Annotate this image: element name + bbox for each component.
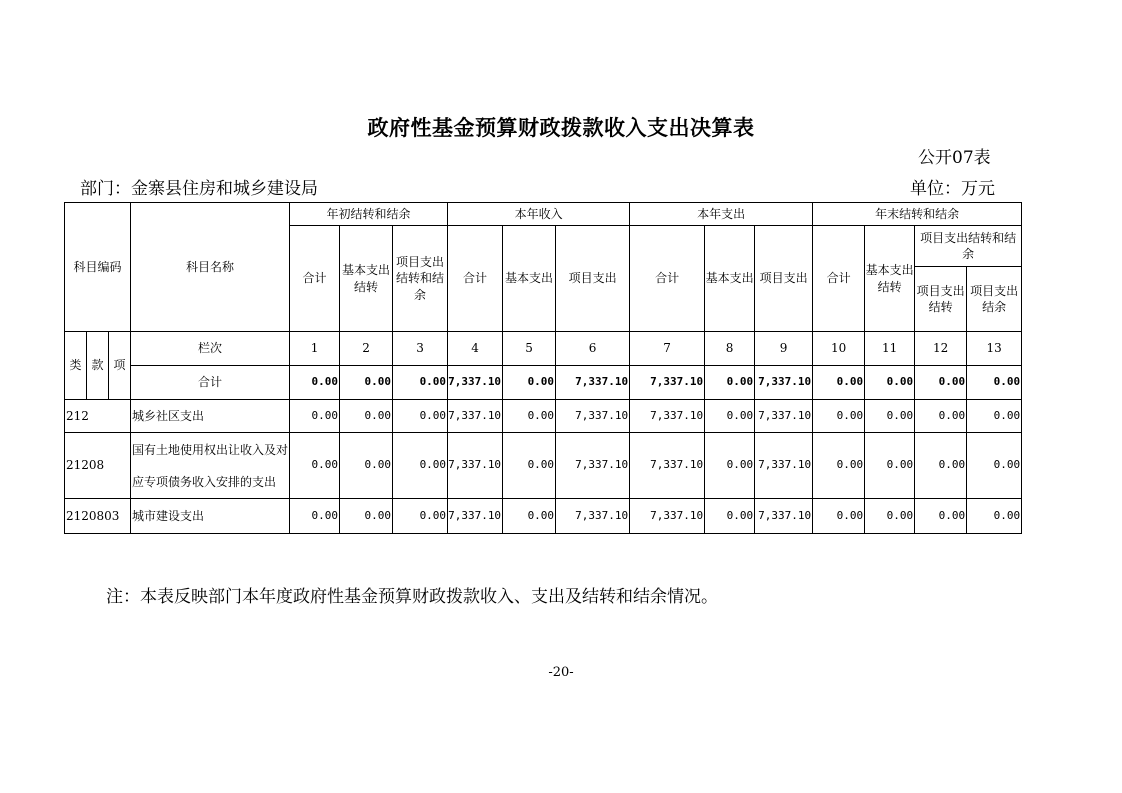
col-no: 2	[340, 332, 393, 366]
row-cell: 0.00	[340, 433, 393, 499]
row-cell: 0.00	[340, 499, 393, 534]
row-cell: 0.00	[290, 400, 340, 433]
row-cell: 0.00	[915, 499, 967, 534]
row-cell: 0.00	[503, 433, 556, 499]
row-cell: 0.00	[813, 499, 865, 534]
total-cell: 0.00	[813, 366, 865, 400]
row-cell: 0.00	[705, 433, 755, 499]
total-cell: 0.00	[393, 366, 448, 400]
row-cell: 0.00	[393, 400, 448, 433]
footnote: 注：本表反映部门本年度政府性基金预算财政拨款收入、支出及结转和结余情况。	[106, 587, 718, 607]
total-cell: 7,337.10	[556, 366, 630, 400]
col-no: 3	[393, 332, 448, 366]
col-no: 10	[813, 332, 865, 366]
header-project-income: 项目支出	[556, 226, 630, 332]
header-project-expense: 项目支出	[755, 226, 813, 332]
row-cell: 7,337.10	[755, 400, 813, 433]
row-cell: 7,337.10	[556, 400, 630, 433]
header-subject-code: 科目编码	[65, 203, 131, 332]
row-name: 城市建设支出	[131, 499, 290, 534]
total-cell: 0.00	[915, 366, 967, 400]
row-cell: 0.00	[705, 400, 755, 433]
row-name: 国有土地使用权出让收入及对 应专项债务收入安排的支出	[131, 433, 290, 499]
header-group-income: 本年收入	[448, 203, 630, 226]
header-group-begin: 年初结转和结余	[290, 203, 448, 226]
row-cell: 7,337.10	[630, 499, 705, 534]
header-total-begin: 合计	[290, 226, 340, 332]
row-cell: 0.00	[865, 433, 915, 499]
header-group-end: 年末结转和结余	[813, 203, 1022, 226]
header-total-expense: 合计	[630, 226, 705, 332]
col-no: 5	[503, 332, 556, 366]
row-cell: 7,337.10	[448, 433, 503, 499]
header-subject-name: 科目名称	[131, 203, 290, 332]
header-project-surplus-end: 项目支出结余	[967, 267, 1022, 332]
row-cell: 0.00	[503, 499, 556, 534]
row-cell: 0.00	[865, 400, 915, 433]
header-basic-carry-end: 基本支出结转	[865, 226, 915, 332]
row-cell: 7,337.10	[630, 433, 705, 499]
total-cell: 7,337.10	[630, 366, 705, 400]
table-row	[65, 499, 1022, 534]
header-total-income: 合计	[448, 226, 503, 332]
row-cell: 0.00	[705, 499, 755, 534]
col-no: 4	[448, 332, 503, 366]
total-cell: 0.00	[340, 366, 393, 400]
header-project-carry: 项目支出结转和结余	[393, 226, 448, 332]
page-number: -20-	[548, 665, 574, 680]
row-cell: 7,337.10	[630, 400, 705, 433]
total-cell: 0.00	[705, 366, 755, 400]
row-cell: 0.00	[503, 400, 556, 433]
row-cell: 0.00	[393, 499, 448, 534]
total-cell: 0.00	[865, 366, 915, 400]
row-cell: 7,337.10	[755, 499, 813, 534]
header-group-expense: 本年支出	[630, 203, 813, 226]
row-cell: 7,337.10	[556, 499, 630, 534]
row-cell: 0.00	[967, 433, 1022, 499]
row-code: 21208	[65, 433, 131, 499]
row-cell: 0.00	[813, 433, 865, 499]
col-no: 1	[290, 332, 340, 366]
row-cell: 0.00	[915, 400, 967, 433]
total-cell: 0.00	[290, 366, 340, 400]
col-no: 11	[865, 332, 915, 366]
table-row	[65, 400, 1022, 433]
report-title: 政府性基金预算财政拨款收入支出决算表	[367, 115, 755, 140]
row-cell: 7,337.10	[448, 400, 503, 433]
header-basic-carry: 基本支出结转	[340, 226, 393, 332]
column-index-label: 栏次	[131, 332, 290, 366]
header-lei: 类	[65, 332, 87, 400]
row-cell: 7,337.10	[448, 499, 503, 534]
col-no: 7	[630, 332, 705, 366]
total-cell: 7,337.10	[755, 366, 813, 400]
total-cell: 0.00	[503, 366, 556, 400]
col-no: 13	[967, 332, 1022, 366]
total-cell: 0.00	[967, 366, 1022, 400]
row-cell: 0.00	[813, 400, 865, 433]
header-project-group-end: 项目支出结转和结余	[915, 226, 1022, 267]
header-kuan: 款	[87, 332, 109, 400]
col-no: 6	[556, 332, 630, 366]
header-project-carry-end: 项目支出结转	[915, 267, 967, 332]
header-basic-expense: 基本支出	[705, 226, 755, 332]
col-no: 12	[915, 332, 967, 366]
total-row-label: 合计	[131, 366, 290, 400]
row-cell: 0.00	[967, 499, 1022, 534]
row-cell: 0.00	[393, 433, 448, 499]
row-cell: 7,337.10	[755, 433, 813, 499]
form-number: 公开07表	[918, 148, 991, 168]
col-no: 9	[755, 332, 813, 366]
row-cell: 7,337.10	[556, 433, 630, 499]
table-row	[65, 433, 1022, 499]
row-code: 2120803	[65, 499, 131, 534]
department-label: 部门：金寨县住房和城乡建设局	[80, 179, 318, 199]
col-no: 8	[705, 332, 755, 366]
budget-table	[64, 202, 1022, 534]
row-cell: 0.00	[865, 499, 915, 534]
row-cell: 0.00	[915, 433, 967, 499]
row-cell: 0.00	[967, 400, 1022, 433]
total-cell: 7,337.10	[448, 366, 503, 400]
total-row	[65, 366, 1022, 400]
row-name: 城乡社区支出	[131, 400, 290, 433]
row-cell: 0.00	[290, 499, 340, 534]
header-total-end: 合计	[813, 226, 865, 332]
row-code: 212	[65, 400, 131, 433]
header-basic-income: 基本支出	[503, 226, 556, 332]
header-xiang: 项	[109, 332, 131, 400]
unit-label: 单位：万元	[910, 179, 995, 199]
row-cell: 0.00	[340, 400, 393, 433]
row-cell: 0.00	[290, 433, 340, 499]
